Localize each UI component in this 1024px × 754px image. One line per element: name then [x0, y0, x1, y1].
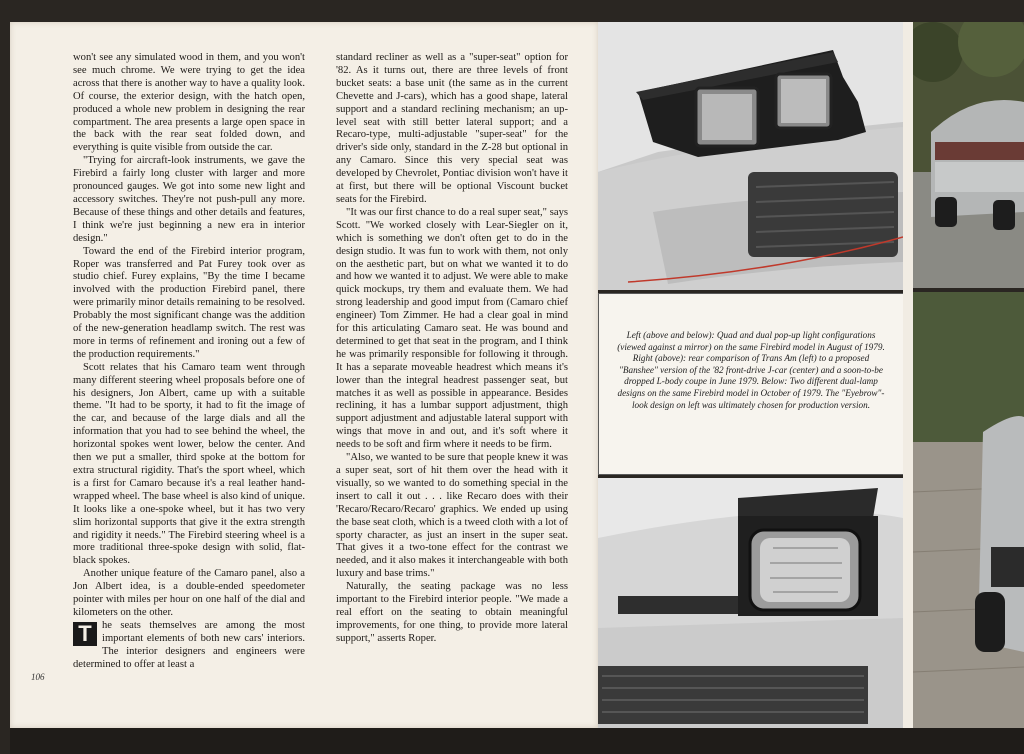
paragraph: Toward the end of the Firebird interior program, Roper was transferred and Pat Furey took over as studio chief. Furey explains, "By the time I became involved with the production Firebird panel, there were primarily minor details remaining to be resolved. Probably the most significant change was the addition of the new-generation headlamp switch. The rest was more in terms of refinement and ironing out a few of the production requirements."	[73, 245, 305, 360]
front-car-image	[913, 292, 1024, 728]
page-number: 106	[31, 672, 45, 682]
photo-caption: Left (above and below): Quad and dual pop-up light configurations (viewed against a mirror) on the same Firebird model in August of 1979. Right (above): rear comparison of Trans Am (left) to a proposed "Banshee" version of the '82 front-drive J-car (center) and a soon-to-be dropped L-body coupe in June 1979. Below: Two different dual-lamp designs on the same Firebird model in October of 1979. The "Eyebrow"-look design on left was ultimately chosen for production version.	[617, 330, 885, 410]
paragraph: "It was our first chance to do a real super seat," says Scott. "We worked closely with Lear-Siegler on it, which is something we don't often get to do in the design studio. It was fun to work with them, not only on the aesthetic part, but on what we wanted it to do and how we wanted it to adjust. We were able to make quick mockups, try them and evaluate them. We had strong leadership and good imput from (Camaro chief engineer) Tom Zimmer. He had a clear goal in mind for this articulating Camaro seat. He was bound and determined to get that seat in the program, and I think he was primarily responsible for following it through. It has a separate moveable headrest which means it's lower than the integral headrest passenger seat, but matches it as well as possible in appearance. Besides reclining, it has a lumbar support adjustment, thigh support adjustment and adjustable lateral support with wings that move in and out, and it's soft where it needs to be soft and firm where it needs to be firm.	[336, 206, 568, 451]
eyebrow-headlamp-image	[598, 478, 903, 728]
dropcap-text: he seats themselves are among the most important elements of both new cars' interiors. The interior designers and engineers were determined to offer at least a	[73, 619, 305, 670]
dropcap-paragraph	[73, 620, 305, 672]
photo-caption-box	[598, 293, 904, 475]
quad-headlamps-image	[598, 22, 903, 290]
photo-eyebrow-headlamp	[598, 478, 903, 728]
page-gutter	[903, 22, 913, 728]
rear-car-image	[913, 22, 1024, 288]
paragraph: standard recliner as well as a "super-seat" option for '82. As it turns out, there are three levels of front bucket seats: a base unit (the same as in the current Chevette and J-cars), which has a good shape, lateral support and a standard reclining mechanism; an up-level seat with still better lateral support; and a Recaro-type, multi-adjustable "super-seat" for the driver's side only, standard in the Z-28 but optional in any Camaro. Since this very special seat was developed by Chevrolet, Pontiac division won't have it at first, but there will be optional Viscount bucket seats for the Firebird.	[336, 52, 568, 205]
photo-front-view	[913, 292, 1024, 728]
text-column-left	[73, 52, 305, 718]
paragraph: Another unique feature of the Camaro panel, also a Jon Albert idea, is a double-ended speedometer pointer with miles per hour on one half of the dial and kilometers on the other.	[73, 568, 305, 618]
text-column-right	[336, 52, 568, 718]
dropcap-letter: T	[73, 622, 97, 646]
paragraph: "Trying for aircraft-look instruments, we gave the Firebird a fairly long cluster with larger and more pronounced gauges. We got into some new light and accessory switches. They're not push-pull any more. Because of these things and other details and features, I think we're just beginning a new era in interior design."	[73, 155, 305, 244]
page-bottom-edge	[10, 728, 1024, 754]
photo-rear-comparison	[913, 22, 1024, 288]
photo-quad-headlamps	[598, 22, 903, 290]
text-page	[10, 22, 598, 728]
paragraph: Naturally, the seating package was no less important to the Firebird interior people. "We made a real effort on the seating to obtain meaningful improvements, for one thing, to provide more lateral support," asserts Roper.	[336, 581, 568, 644]
paragraph: Scott relates that his Camaro team went through many different steering wheel proposals before one of his designers, Jon Albert, came up with a suitable theme. "It had to be sporty, it had to fit the image of the car, and because of the large dials and all the information that you had to see behind the wheel, the horizontal spokes went lower, below the center. And then we put a smaller, third spoke at the bottom for extra structural rigidity. That's the sport wheel, which is a first for Camaro because it's a real leather hand-wrapped wheel. The base wheel is also kind of unique. It looks like a one-spoke wheel, but it has two very slim horizontal supports that give it the extra strength and rigidity it needs." The Firebird steering wheel is a more traditional three-spoke design with solid, flat-black spokes.	[73, 361, 305, 567]
paragraph: won't see any simulated wood in them, and you won't see much chrome. We were trying to get the idea across that there is another way to have a quality look. Of course, the exterior design, with the hatch open, produced a whole new problem in designing the rear compartment. The area presents a large open space in the back with the rear seat folded down, and everything is quite visible from outside the car.	[73, 52, 305, 154]
paragraph: "Also, we wanted to be sure that people knew it was a super seat, sort of hit them over the head with it visually, so we wanted to do something special in the insert to call it out . . . like Recaro does with their 'Recaro/Recaro/Recaro' graphics. We ended up using the base seat cloth, which is a tweed cloth with a lot of sporty character, as just an insert in the super seat. That gives it a two-tone effect for the contrast we needed, and it also makes it interchangeable with both luxury and base trims."	[336, 452, 568, 580]
